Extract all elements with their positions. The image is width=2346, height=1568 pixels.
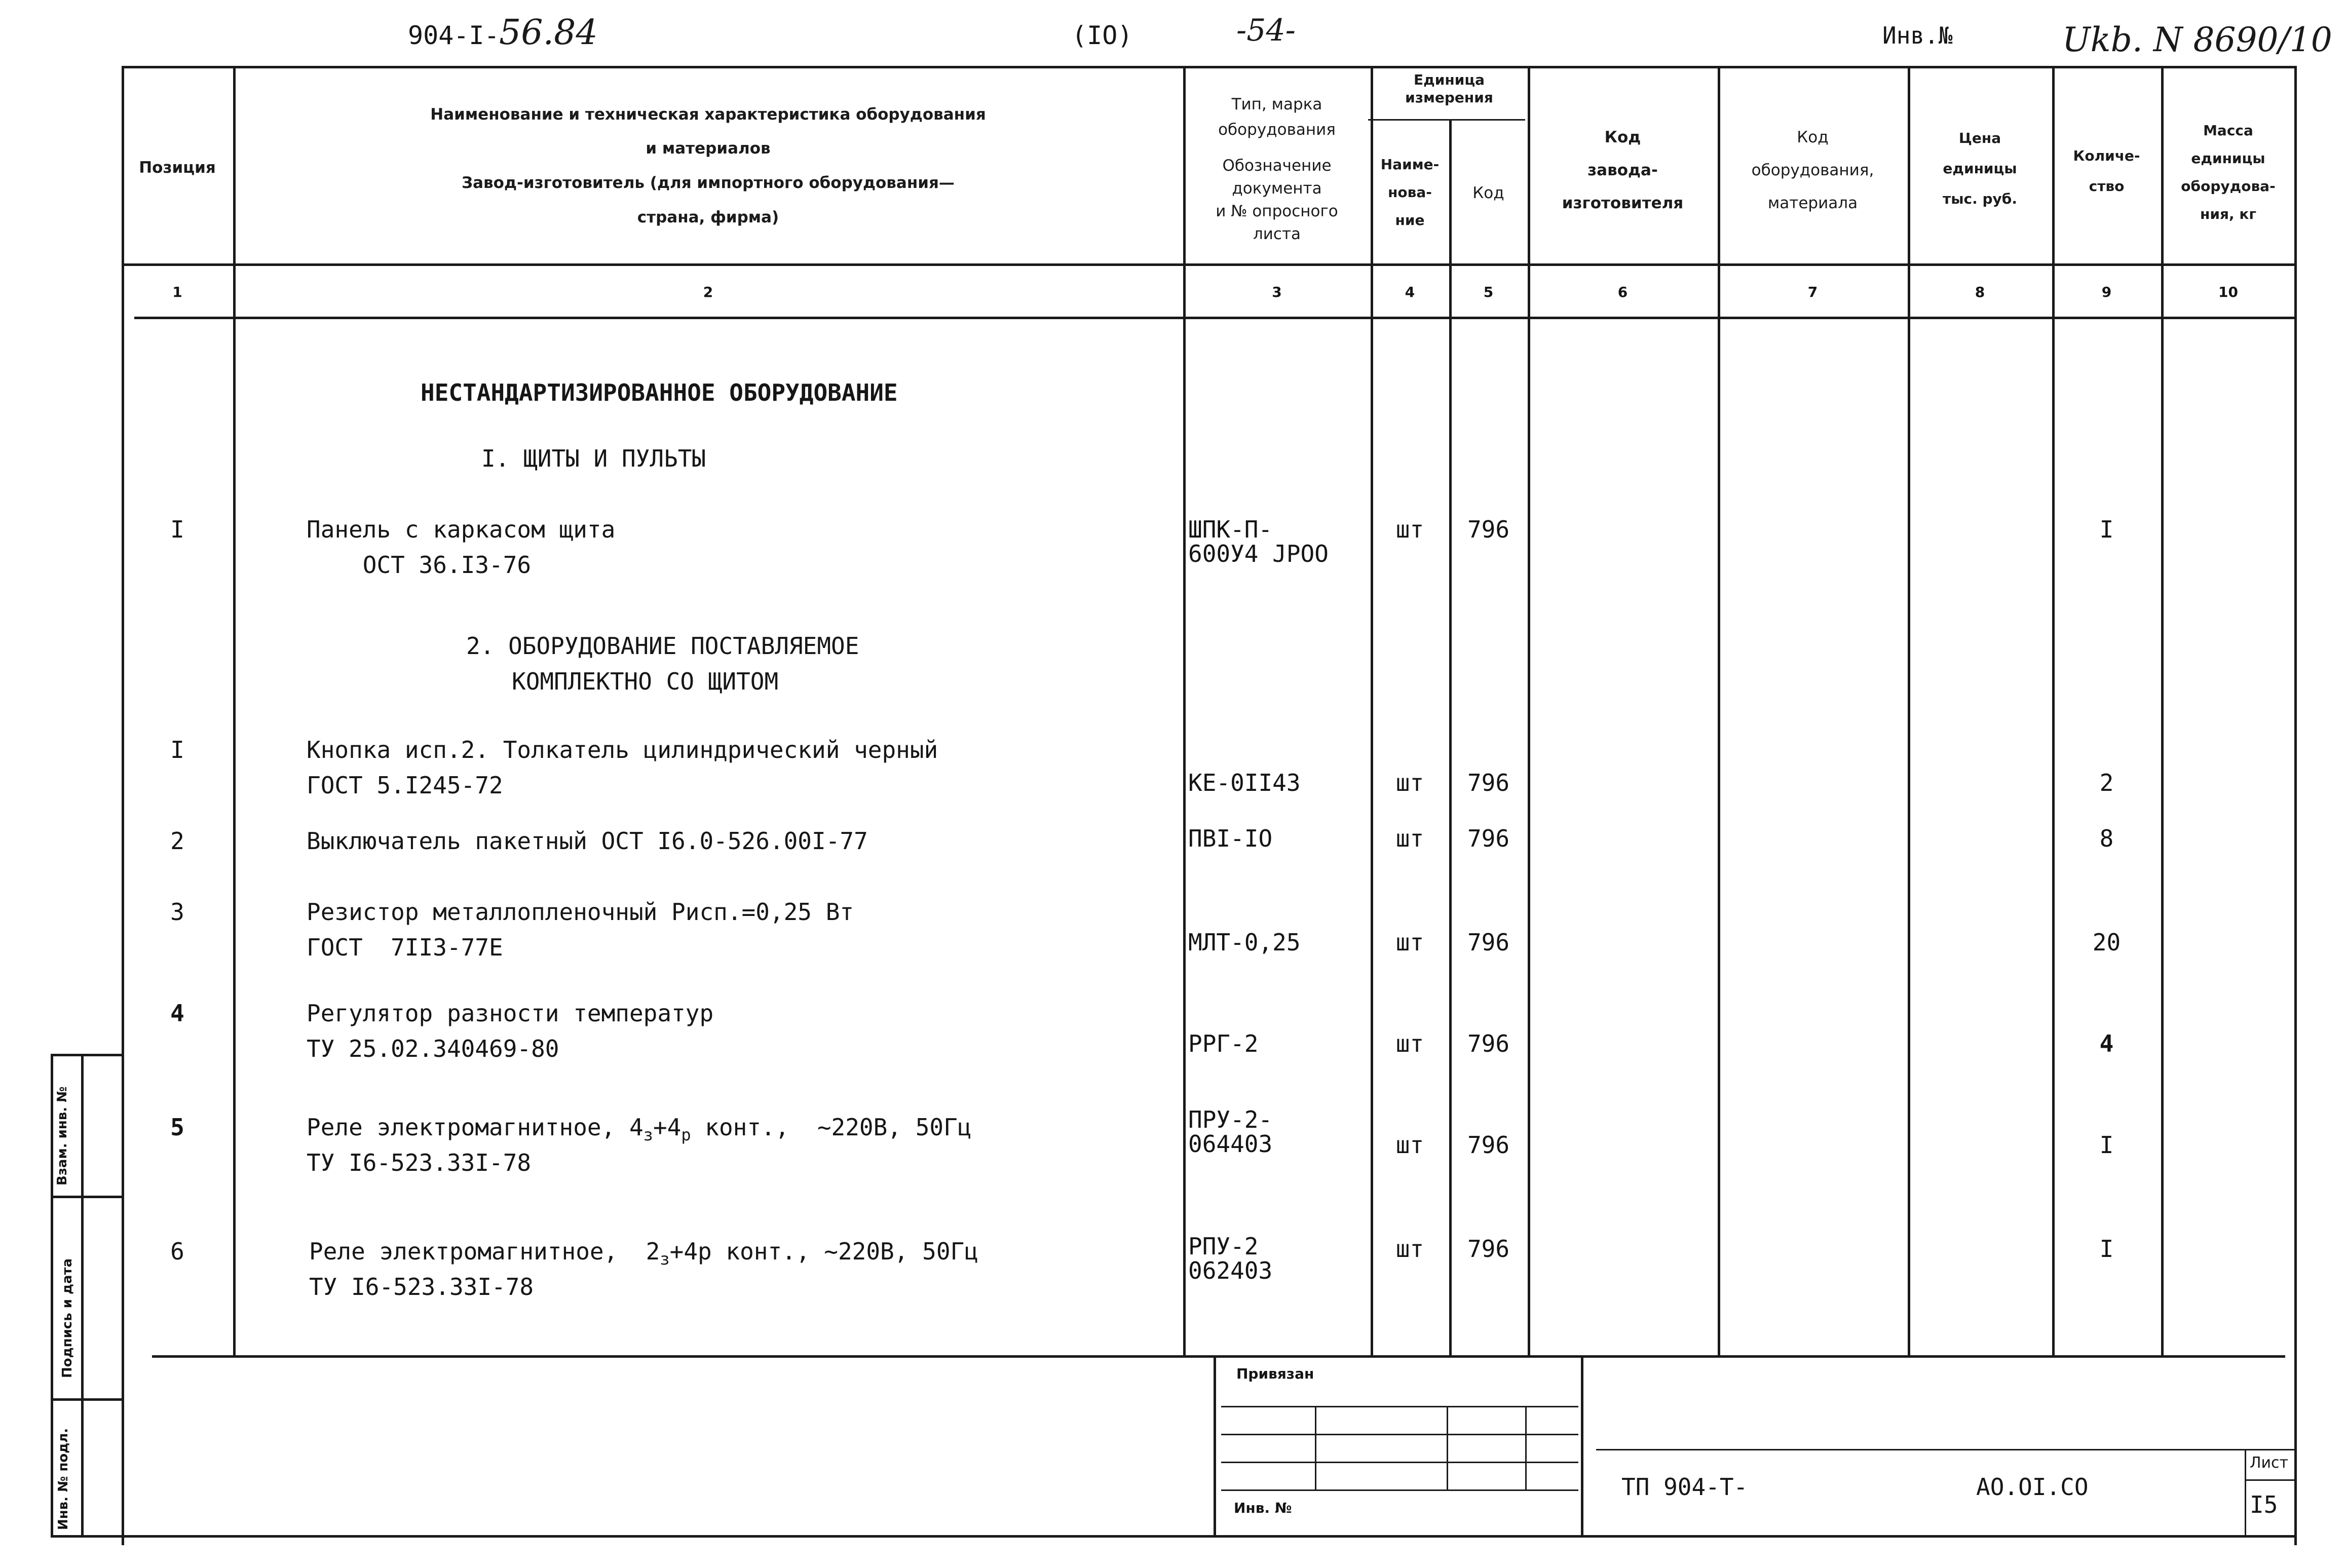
colnum-2: 2 (703, 284, 713, 300)
section-2-title-line2: КОМПЛЕКТНО СО ЩИТОМ (512, 668, 779, 695)
header-col3-line2: оборудования (1218, 121, 1336, 139)
header-col1: Позиция (139, 159, 216, 177)
row7-type-line2: 062403 (1188, 1257, 1273, 1284)
header-col10-line4: ния, кг (2200, 206, 2256, 222)
stamp-right-line (1596, 1449, 2295, 1450)
row3-qty: 8 (2099, 825, 2114, 852)
section-1-title: I. ЩИТЫ И ПУЛЬТЫ (481, 445, 706, 472)
header-col2-line2: и материалов (646, 139, 771, 158)
row6-name-line2: ТУ I6-523.33I-78 (307, 1149, 532, 1176)
header-col7-line3: материала (1767, 194, 1858, 212)
colnum-10: 10 (2218, 284, 2238, 300)
row7-name-line1: Реле электромагнитное, $2_з+4р$ конт., ~220В, 50Гц (309, 1238, 978, 1269)
section-2-title-line1: 2. ОБОРУДОВАНИЕ ПОСТАВЛЯЕМОЕ (466, 632, 859, 660)
side-vzam: Взам. инв. № (55, 1086, 70, 1185)
row7-unit: шт (1395, 1235, 1424, 1263)
row2-qty: 2 (2099, 769, 2114, 796)
row7-position: 6 (170, 1238, 184, 1265)
row2-unit: шт (1395, 769, 1424, 796)
header-col3-line3: Обозначение (1222, 157, 1332, 175)
header-col2-line1: Наименование и техническая характеристика оборудования (430, 105, 986, 124)
row1-position: I (170, 516, 184, 543)
row1-name-line1: Панель с каркасом щита (307, 516, 616, 543)
row1-type-line2: 600У4 ЈРОО (1188, 540, 1329, 567)
stamp-inv-no: Инв. № (1234, 1500, 1292, 1516)
row7-code: 796 (1467, 1235, 1510, 1263)
header-col5: Код (1472, 184, 1504, 202)
row4-name-line1: Резистор металлопленочный Рисп.=0,25 Вт (307, 898, 854, 926)
col-line-4 (1449, 119, 1452, 1358)
col-line-1 (233, 66, 236, 1358)
row1-name-line2: ОСТ 36.I3-76 (307, 551, 532, 579)
row4-qty: 20 (2092, 929, 2121, 956)
row4-position: 3 (170, 898, 184, 926)
col-line-7 (1908, 66, 1910, 1358)
colnum-3: 3 (1272, 284, 1282, 300)
frame-top (122, 66, 2295, 68)
row5-type: РРГ-2 (1188, 1030, 1259, 1057)
row4-code: 796 (1467, 929, 1510, 956)
row1-type-line1: ШПК-П- (1188, 516, 1273, 543)
stamp-list-label: Лист (2250, 1454, 2289, 1472)
header-col4-line2: нова- (1388, 184, 1432, 201)
stamp-code: АО.ОI.СО (1976, 1473, 2089, 1501)
row5-qty: 4 (2099, 1030, 2114, 1057)
header-col8-line1: Цена (1958, 130, 2001, 146)
row3-code: 796 (1467, 825, 1510, 852)
header-col3-line1: Тип, марка (1231, 95, 1322, 113)
side-frame-top (51, 1054, 122, 1056)
stamp-list-no: I5 (2250, 1491, 2278, 1518)
header-col4-line1: Наиме- (1380, 156, 1440, 173)
header-col10-line2: единицы (2191, 150, 2265, 167)
colnum-8: 8 (1975, 284, 1985, 300)
stamp-list-line (2245, 1449, 2246, 1535)
page-number-handwritten: -54- (1236, 13, 1296, 48)
header-col10-line1: Масса (2203, 122, 2253, 139)
row6-unit: шт (1395, 1131, 1424, 1159)
row5-position: 4 (170, 1000, 184, 1027)
row3-unit: шт (1395, 825, 1424, 852)
side-frame-left (51, 1054, 53, 1535)
header-col8-line3: тыс. руб. (1942, 190, 2017, 207)
row6-type-line2: 064403 (1188, 1130, 1273, 1158)
inv-label: Инв.№ (1882, 22, 1953, 49)
header-col3-line6: листа (1253, 225, 1301, 243)
header-col3-line4: документа (1232, 179, 1322, 198)
colnum-9: 9 (2101, 284, 2112, 300)
header-col6-line3: изготовителя (1562, 194, 1684, 212)
row6-qty: I (2099, 1131, 2114, 1159)
header-col6-line2: завода- (1587, 161, 1658, 179)
row7-qty: I (2099, 1235, 2114, 1263)
stamp-vline-3 (1525, 1406, 1527, 1489)
row6-name-line1: Реле электромагнитное, $4_з+4_р$ конт., ~220В, 50Гц (307, 1114, 972, 1145)
colnum-1: 1 (172, 284, 182, 300)
header-col7-line1: Код (1797, 128, 1829, 146)
row2-code: 796 (1467, 769, 1510, 796)
row5-name-line2: ТУ 25.02.340469-80 (307, 1035, 559, 1062)
side-inv-podl: Инв. № подл. (56, 1428, 71, 1530)
row1-qty: I (2099, 516, 2114, 543)
header-col6-line1: Код (1604, 128, 1641, 146)
row5-name-line1: Регулятор разности температур (307, 1000, 714, 1027)
row3-name-line1: Выключатель пакетный ОСТ I6.0-526.00I-77 (307, 827, 868, 855)
row4-name-line2: ГОСТ 7II3-77Е (307, 934, 503, 961)
header-col3-line5: и № опросного (1216, 202, 1338, 220)
col-line-8 (2052, 66, 2055, 1358)
header-unit-line2: измерения (1405, 89, 1493, 106)
header-col2-line4: страна, фирма) (637, 208, 779, 226)
row3-position: 2 (170, 827, 184, 855)
colnum-7: 7 (1807, 284, 1818, 300)
side-line-2 (51, 1398, 122, 1401)
header-col10-line3: оборудова- (2181, 178, 2276, 195)
unit-group-line (1368, 119, 1525, 121)
row3-type: ПВI-IO (1188, 825, 1273, 852)
stamp-line-4 (1221, 1489, 1578, 1491)
header-unit-line1: Единица (1414, 71, 1485, 88)
row4-unit: шт (1395, 929, 1424, 956)
stamp-tp: ТП 904-Т- (1621, 1473, 1748, 1501)
header-col9-line2: ство (2089, 178, 2125, 195)
stamp-list-divider (2245, 1479, 2295, 1481)
col-line-2 (1183, 66, 1186, 1358)
inv-number-handwritten: Ukb. N 8690/10 (2062, 20, 2332, 59)
row7-type-line1: РПУ-2 (1188, 1233, 1259, 1260)
row2-name-line1: Кнопка исп.2. Толкатель цилиндрический черный (307, 736, 938, 763)
side-frame-inner (81, 1054, 84, 1535)
stamp-mid-line (1581, 1355, 1583, 1535)
doc-prefix: 904-I- (408, 21, 500, 50)
header-col4-line3: ние (1395, 212, 1425, 228)
section-title: НЕСТАНДАРТИЗИРОВАННОЕ ОБОРУДОВАНИЕ (421, 379, 898, 406)
doc-number-handwritten: 56.84 (499, 13, 598, 53)
header-col7-line2: оборудования, (1751, 161, 1874, 179)
header-col8-line2: единицы (1943, 160, 2017, 177)
row1-unit: шт (1395, 516, 1424, 543)
col-line-5 (1528, 66, 1530, 1358)
colnum-5: 5 (1483, 284, 1494, 300)
row1-code: 796 (1467, 516, 1510, 543)
stamp-vline-1 (1315, 1406, 1316, 1489)
header-col2-line3: Завод-изготовитель (для импортного оборудования— (462, 174, 955, 192)
stamp-left-line (1214, 1355, 1216, 1535)
colnum-6: 6 (1617, 284, 1628, 300)
stamp-vline-2 (1447, 1406, 1448, 1489)
col-line-9 (2161, 66, 2164, 1358)
row6-position: 5 (170, 1114, 184, 1141)
row6-code: 796 (1467, 1131, 1510, 1159)
header-bottom-line (122, 263, 2295, 266)
row7-name-line2: ТУ I6-523.33I-78 (309, 1273, 534, 1301)
col-line-3 (1371, 66, 1373, 1358)
table-bottom-line (152, 1355, 2285, 1358)
sheet-paren: (IO) (1072, 21, 1133, 50)
side-line-1 (51, 1196, 122, 1198)
row5-unit: шт (1395, 1030, 1424, 1057)
stamp-privyazan: Привязан (1236, 1365, 1314, 1382)
header-col9-line1: Количе- (2073, 147, 2140, 164)
row2-type: КЕ-0II43 (1188, 769, 1301, 796)
row6-type-line1: ПРУ-2- (1188, 1106, 1273, 1133)
colnum-4: 4 (1405, 284, 1415, 300)
col-line-6 (1718, 66, 1720, 1358)
colnum-bottom-line (134, 317, 2295, 319)
row2-name-line2: ГОСТ 5.I245-72 (307, 772, 503, 799)
row4-type: МЛТ-0,25 (1188, 929, 1301, 956)
side-podpis: Подпись и дата (60, 1258, 75, 1378)
row5-code: 796 (1467, 1030, 1510, 1057)
frame-bottom (51, 1535, 2295, 1538)
row2-position: I (170, 736, 184, 763)
